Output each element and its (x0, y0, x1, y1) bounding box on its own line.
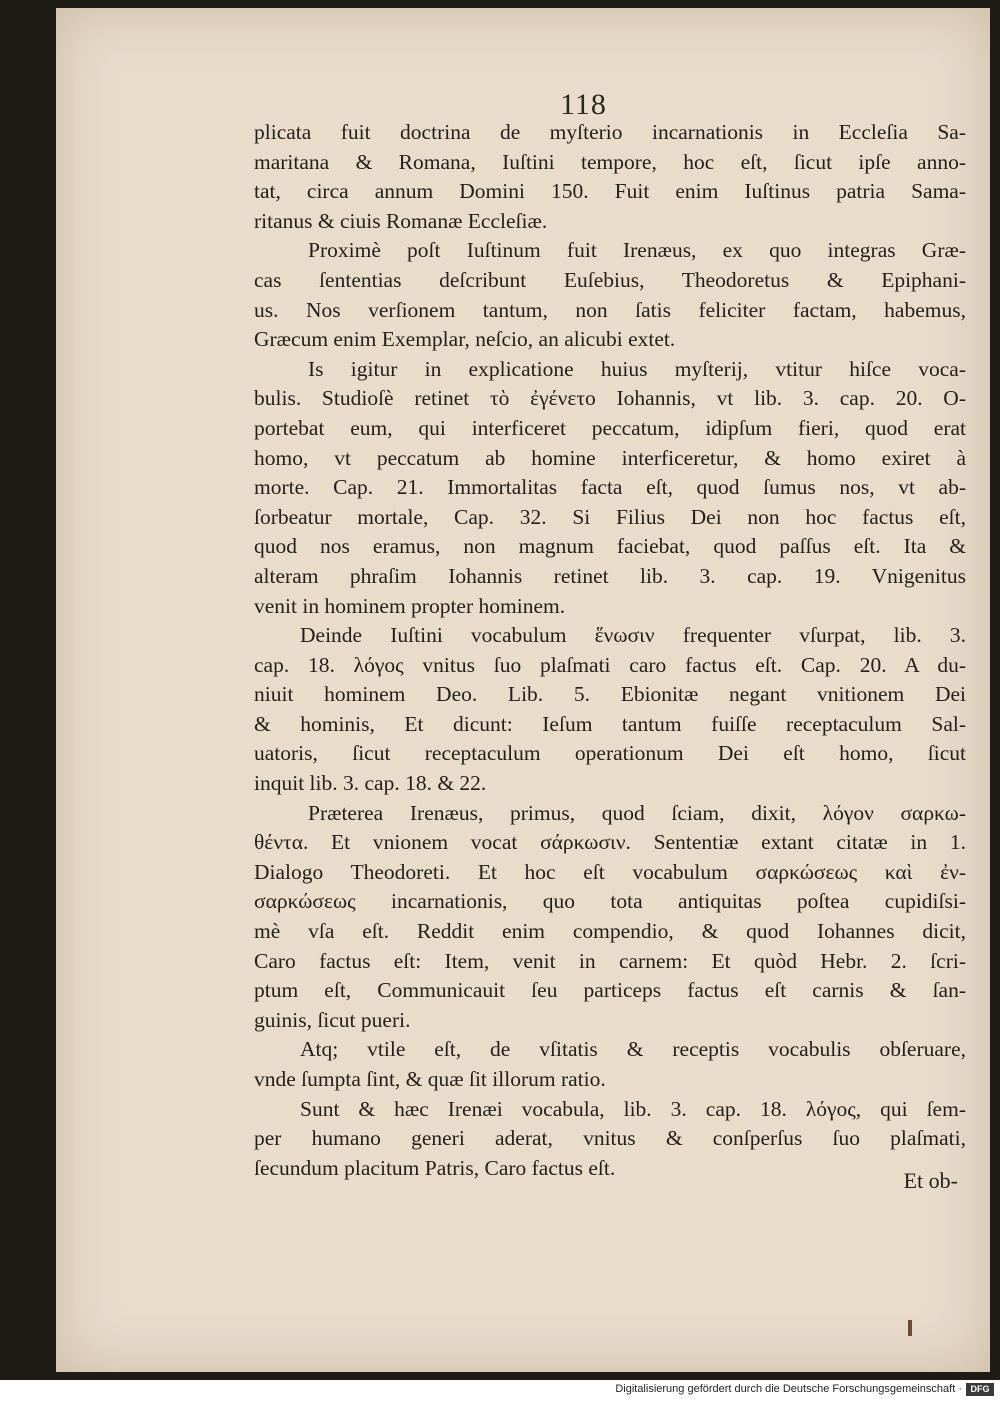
page-number: 118 (560, 88, 607, 121)
text-line: Græcum enim Exemplar, neſcio, an alicubi extet. (254, 327, 676, 352)
body-text (254, 118, 966, 1183)
text-line: maritana & Romana, Iuſtini tempore, hoc eſt, ſicut ipſe anno- (254, 149, 966, 174)
text-line: Proximè poſt Iuſtinum fuit Irenæus, ex quo integras Græ- (308, 238, 966, 263)
digitization-footer (0, 1380, 1000, 1401)
text-line: & hominis, Et dicunt: Ieſum tantum fuiſſe receptaculum Sal- (254, 711, 966, 736)
text-line: niuit hominem Deo. Lib. 5. Ebionitæ negant vnitionem Dei (254, 682, 966, 707)
text-line: Deinde Iuſtini vocabulum ἕνωσιν frequenter vſurpat, lib. 3. (300, 623, 966, 648)
catchword: Et ob- (903, 1168, 958, 1193)
text-line: quod nos eramus, non magnum faciebat, quod paſſus eſt. Ita & (254, 534, 966, 559)
text-line: per humano generi aderat, vnitus & conſperſus ſuo plaſmati, (254, 1126, 966, 1151)
text-line: Atq; vtile eſt, de vſitatis & receptis vocabulis obſeruare, (300, 1037, 966, 1062)
text-line: ritanus & ciuis Romanæ Eccleſiæ. (254, 208, 548, 233)
text-line: mè vſa eſt. Reddit enim compendio, & quod Iohannes dicit, (254, 919, 966, 944)
text-line: alteram phraſim Iohannis retinet lib. 3. cap. 19. Vnigenitus (254, 563, 966, 588)
text-line: Sunt & hæc Irenæi vocabula, lib. 3. cap. 18. λόγος, qui ſem- (300, 1096, 966, 1121)
text-line: guinis, ſicut pueri. (254, 1007, 411, 1032)
text-line: cas ſententias deſcribunt Euſebius, Theodoretus & Epiphani- (254, 267, 966, 292)
text-line: Is igitur in explicatione huius myſterij, vtitur hiſce voca- (308, 356, 966, 381)
text-line: ptum eſt, Communicauit ſeu particeps factus eſt carnis & ſan- (254, 978, 966, 1003)
text-line: ſorbeatur mortale, Cap. 32. Si Filius Dei non hoc factus eſt, (254, 504, 966, 529)
text-line: Caro factus eſt: Item, venit in carnem: Et quòd Hebr. 2. ſcri- (254, 948, 966, 973)
dfg-logo: DFG (966, 1383, 994, 1396)
text-line: cap. 18. λόγος vnitus ſuo plaſmati caro factus eſt. Cap. 20. A du- (254, 652, 966, 677)
text-line: morte. Cap. 21. Immortalitas facta eſt, quod ſumus nos, vt ab- (254, 475, 966, 500)
funding-credit: Digitalisierung gefördert durch die Deutsche Forschungsgemeinschaft · (615, 1383, 962, 1395)
text-line: bulis. Studioſè retinet τὸ ἐγένετο Iohannis, vt lib. 3. cap. 20. O- (254, 386, 966, 411)
text-line: homo, vt peccatum ab homine interficeretur, & homo exiret à (254, 445, 966, 470)
text-line: venit in hominem propter hominem. (254, 593, 566, 618)
text-line: θέντα. Et vnionem vocat σάρκωσιν. Sententiæ extant citatæ in 1. (254, 830, 966, 855)
text-line: Dialogo Theodoreti. Et hoc eſt vocabulum σαρκώσεως καὶ ἐν- (254, 859, 966, 884)
margin-mark (908, 1320, 912, 1336)
text-line: portebat eum, qui interficeret peccatum, idipſum fieri, quod erat (254, 415, 966, 440)
text-line: us. Nos verſionem tantum, non ſatis feliciter factam, habemus, (254, 297, 966, 322)
text-line: plicata fuit doctrina de myſterio incarnationis in Eccleſia Sa- (254, 120, 966, 144)
text-line: ſecundum placitum Patris, Caro factus eſt. (254, 1155, 616, 1180)
text-line: inquit lib. 3. cap. 18. & 22. (254, 771, 487, 796)
text-line: uatoris, ſicut receptaculum operationum Dei eſt homo, ſicut (254, 741, 966, 766)
text-line: tat, circa annum Domini 150. Fuit enim Iuſtinus patria Sama- (254, 179, 966, 204)
text-line: σαρκώσεως incarnationis, quo tota antiquitas poſtea cupidiſsi- (254, 889, 966, 914)
text-line: Præterea Irenæus, primus, quod ſciam, dixit, λόγον σαρκω- (308, 800, 966, 825)
text-line: vnde ſumpta ſint, & quæ ſit illorum ratio. (254, 1067, 606, 1091)
